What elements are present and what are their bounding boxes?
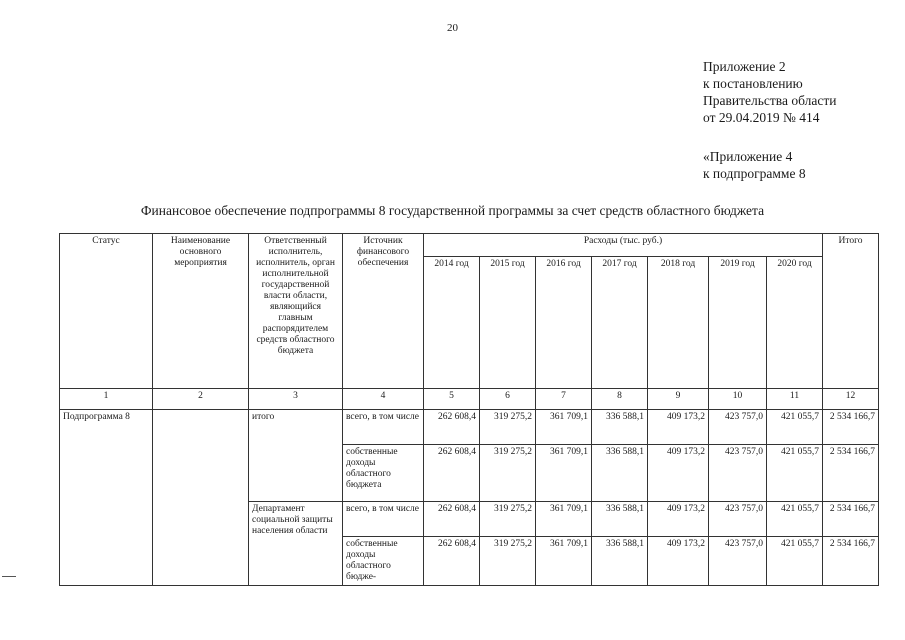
appendix-line: Правительства области [703,93,837,108]
header-year: 2020 год [767,257,823,389]
source-cell: всего, в том числе [343,410,424,445]
value-cell: 361 709,1 [536,410,592,445]
value-cell: 423 757,0 [709,410,767,445]
value-cell: 409 173,2 [648,445,709,502]
value-cell: 336 588,1 [592,502,648,537]
value-cell: 262 608,4 [424,445,480,502]
header-year: 2015 год [480,257,536,389]
column-number: 8 [592,389,648,410]
status-cell: Подпрограмма 8 [60,410,153,586]
source-cell: собственные доходы областного бюдже- [343,537,424,586]
appendix-line: к постановлению [703,76,803,91]
value-cell: 319 275,2 [480,410,536,445]
header-year: 2014 год [424,257,480,389]
value-cell: 423 757,0 [709,502,767,537]
column-number: 4 [343,389,424,410]
column-number: 6 [480,389,536,410]
appendix-block [703,58,836,126]
appendix-line: от 29.04.2019 № 414 [703,110,820,125]
value-cell: 409 173,2 [648,502,709,537]
header-status: Статус [60,234,153,389]
value-cell: 423 757,0 [709,445,767,502]
appendix-sub-line: к подпрограмме 8 [703,166,806,181]
source-cell: всего, в том числе [343,502,424,537]
column-number: 1 [60,389,153,410]
column-number: 5 [424,389,480,410]
page-number: 20 [447,22,458,34]
column-number-row [60,389,879,410]
column-number: 10 [709,389,767,410]
header-name: Наименование основного мероприятия [153,234,249,389]
appendix-sub-block [703,148,806,182]
value-cell: 319 275,2 [480,502,536,537]
document-title: Финансовое обеспечение подпрограммы 8 государственной программы за счет средств областного бюджета [140,203,765,218]
value-cell: 336 588,1 [592,445,648,502]
table-row [60,410,879,445]
value-cell: 421 055,7 [767,410,823,445]
value-cell: 421 055,7 [767,502,823,537]
header-year: 2019 год [709,257,767,389]
value-cell: 262 608,4 [424,502,480,537]
column-number: 9 [648,389,709,410]
table-header-row [60,234,879,257]
executor-cell: итого [249,410,343,502]
header-year: 2018 год [648,257,709,389]
header-source: Источник финансового обеспечения [343,234,424,389]
executor-cell: Департамент социальной защиты населения области [249,502,343,586]
value-cell: 409 173,2 [648,537,709,586]
value-cell: 423 757,0 [709,537,767,586]
value-cell: 262 608,4 [424,410,480,445]
value-cell: 421 055,7 [767,537,823,586]
header-expenses: Расходы (тыс. руб.) [424,234,823,257]
column-number: 12 [823,389,879,410]
value-cell: 262 608,4 [424,537,480,586]
value-cell: 336 588,1 [592,410,648,445]
appendix-sub-line: «Приложение 4 [703,149,793,164]
value-cell: 421 055,7 [767,445,823,502]
header-year: 2017 год [592,257,648,389]
financing-table [59,233,879,586]
total-cell: 2 534 166,7 [823,445,879,502]
value-cell: 361 709,1 [536,537,592,586]
value-cell: 319 275,2 [480,445,536,502]
value-cell: 361 709,1 [536,445,592,502]
event-name-cell [153,410,249,586]
total-cell: 2 534 166,7 [823,410,879,445]
value-cell: 361 709,1 [536,502,592,537]
column-number: 7 [536,389,592,410]
header-executor: Ответственный исполнитель, исполнитель, орган исполнительной государственной власти области, являющийся главным распорядителем средств областного бюджета [249,234,343,389]
header-total: Итого [823,234,879,389]
value-cell: 409 173,2 [648,410,709,445]
column-number: 11 [767,389,823,410]
margin-mark [2,576,16,577]
value-cell: 319 275,2 [480,537,536,586]
total-cell: 2 534 166,7 [823,502,879,537]
total-cell: 2 534 166,7 [823,537,879,586]
source-cell: собственные доходы областного бюджета [343,445,424,502]
header-year: 2016 год [536,257,592,389]
value-cell: 336 588,1 [592,537,648,586]
column-number: 2 [153,389,249,410]
column-number: 3 [249,389,343,410]
appendix-line: Приложение 2 [703,59,786,74]
